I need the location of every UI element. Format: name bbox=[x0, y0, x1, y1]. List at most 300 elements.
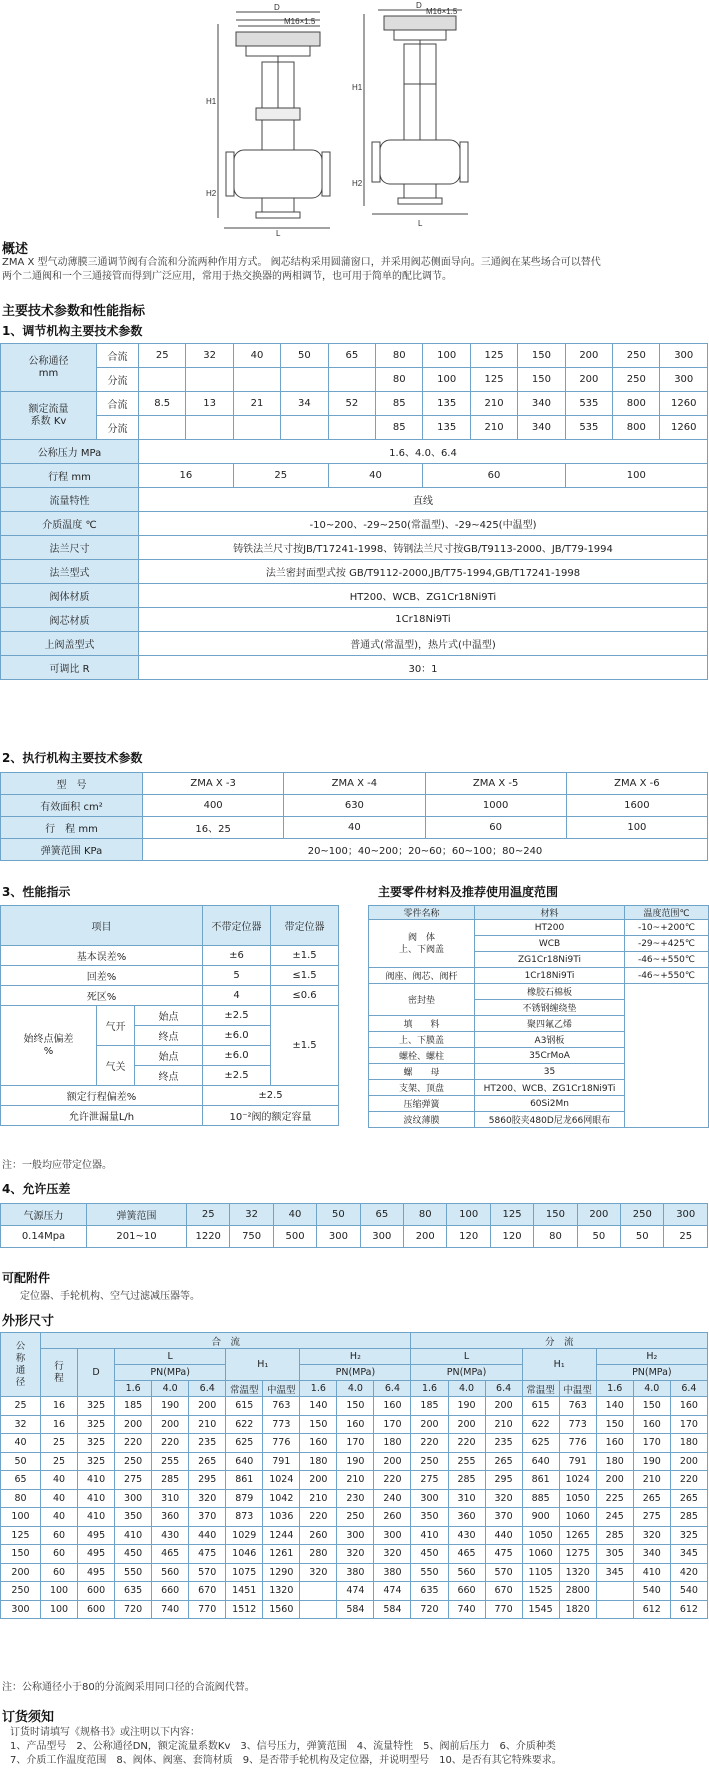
dim-value: 560 bbox=[152, 1563, 189, 1582]
dn-value: 80 bbox=[376, 368, 423, 392]
dim-value: 1029 bbox=[226, 1526, 263, 1545]
dim-value: 1320 bbox=[559, 1563, 596, 1582]
model-value: ZMA X -5 bbox=[425, 773, 566, 795]
table-row bbox=[1, 1333, 708, 1349]
dim-value: 320 bbox=[374, 1545, 411, 1564]
item-label: 回差% bbox=[1, 966, 203, 986]
no-positioner-value: 5 bbox=[203, 966, 271, 986]
pn-value-header: 6.4 bbox=[374, 1381, 411, 1397]
dim-value: 220 bbox=[152, 1434, 189, 1453]
dim-value: 40 bbox=[1, 1434, 41, 1453]
rated-value: ±2.5 bbox=[203, 1086, 339, 1106]
dim-value: 16 bbox=[41, 1415, 78, 1434]
temp-value: -10~+200℃ bbox=[625, 920, 709, 936]
dim-value: 1042 bbox=[263, 1489, 300, 1508]
part-label: 波纹薄膜 bbox=[369, 1112, 475, 1128]
dim-value: 1024 bbox=[263, 1471, 300, 1490]
table-row bbox=[1, 1545, 708, 1564]
dim-value bbox=[300, 1582, 337, 1601]
dim-value: 40 bbox=[41, 1508, 78, 1527]
pn-value-header: 4.0 bbox=[337, 1381, 374, 1397]
pn-value-header: 4.0 bbox=[152, 1381, 189, 1397]
dim-value: 900 bbox=[522, 1508, 559, 1527]
dim-value: 615 bbox=[226, 1397, 263, 1416]
dn-header: 150 bbox=[534, 1204, 577, 1226]
item-label: 死区% bbox=[1, 986, 203, 1006]
dim-value: 200 bbox=[374, 1452, 411, 1471]
dn-header: 25 bbox=[187, 1204, 230, 1226]
dim-value: 325 bbox=[670, 1526, 707, 1545]
dim-value: 320 bbox=[189, 1489, 226, 1508]
dn-value bbox=[281, 368, 328, 392]
pressure-value: 1.6、4.0、6.4 bbox=[139, 440, 708, 464]
endpoint-label: 始终点偏差 % bbox=[1, 1006, 97, 1086]
dn-value bbox=[233, 368, 280, 392]
table-row bbox=[1, 656, 708, 680]
dim-value: 1244 bbox=[263, 1526, 300, 1545]
param-value: 直线 bbox=[139, 488, 708, 512]
section-4-title: 4、允许压差 bbox=[2, 1182, 71, 1196]
dim-value: 584 bbox=[374, 1600, 411, 1619]
table-row bbox=[1, 1434, 708, 1453]
param-label: 法兰型式 bbox=[1, 560, 139, 584]
dim-value: 320 bbox=[485, 1489, 522, 1508]
divert-label: 分流 bbox=[97, 368, 139, 392]
air-close-label: 气关 bbox=[97, 1046, 135, 1086]
dim-value: 410 bbox=[411, 1526, 448, 1545]
stroke-value: 40 bbox=[328, 464, 423, 488]
dim-value: 250 bbox=[411, 1452, 448, 1471]
param-value: 铸铁法兰尺寸按JB/T17241-1998、铸钢法兰尺寸按GB/T9113-2000、JB/T79-1994 bbox=[139, 536, 708, 560]
pressure-value: 120 bbox=[490, 1226, 533, 1248]
with-positioner-value: ≤0.6 bbox=[271, 986, 339, 1006]
dim-value: 410 bbox=[115, 1526, 152, 1545]
kv-value: 535 bbox=[565, 416, 612, 440]
table-row bbox=[1, 1452, 708, 1471]
table-row bbox=[1, 512, 708, 536]
table-row bbox=[1, 1489, 708, 1508]
dim-value: 40 bbox=[41, 1471, 78, 1490]
param-value: 1Cr18Ni9Ti bbox=[139, 608, 708, 632]
dim-value: 180 bbox=[670, 1434, 707, 1453]
leak-label: 允许泄漏量L/h bbox=[1, 1106, 203, 1126]
dim-value: 245 bbox=[596, 1508, 633, 1527]
kv-value bbox=[233, 416, 280, 440]
table-row bbox=[1, 1471, 708, 1490]
part-label: 支架、顶盘 bbox=[369, 1080, 475, 1096]
dim-value: 220 bbox=[448, 1434, 485, 1453]
dim-value: 1024 bbox=[559, 1471, 596, 1490]
dim-value: 280 bbox=[300, 1545, 337, 1564]
pressure-value: 50 bbox=[621, 1226, 664, 1248]
actuator-params-table bbox=[0, 772, 708, 861]
dim-value: 1060 bbox=[559, 1508, 596, 1527]
dim-value: 235 bbox=[485, 1434, 522, 1453]
stroke-label: 行程 mm bbox=[1, 464, 139, 488]
pn-header: PN(MPa) bbox=[411, 1365, 522, 1381]
kv-value: 135 bbox=[423, 416, 470, 440]
dim-value: 300 bbox=[374, 1526, 411, 1545]
dim-value: 160 bbox=[337, 1415, 374, 1434]
dn-value: 200 bbox=[565, 368, 612, 392]
kv-value bbox=[186, 416, 233, 440]
dim-value: 325 bbox=[78, 1434, 115, 1453]
dim-value: 550 bbox=[115, 1563, 152, 1582]
dim-value: 170 bbox=[374, 1415, 411, 1434]
dim-value: 635 bbox=[411, 1582, 448, 1601]
l-header: L bbox=[411, 1349, 522, 1365]
dim-value: 1290 bbox=[263, 1563, 300, 1582]
dim-value: 200 bbox=[300, 1471, 337, 1490]
param-value: 普通式(常温型)，热片式(中温型) bbox=[139, 632, 708, 656]
dn-label: 公称通径 mm bbox=[1, 344, 97, 392]
medium-temp-header: 中温型 bbox=[559, 1381, 596, 1397]
h2-header: H₂ bbox=[300, 1349, 411, 1365]
overview-text bbox=[2, 256, 707, 284]
kv-value: 800 bbox=[613, 392, 660, 416]
pn-value-header: 1.6 bbox=[596, 1381, 633, 1397]
dim-value: 170 bbox=[633, 1434, 670, 1453]
pn-header: PN(MPa) bbox=[115, 1365, 226, 1381]
table-row bbox=[1, 488, 708, 512]
dim-value: 670 bbox=[189, 1582, 226, 1601]
pressure-label: 公称压力 MPa bbox=[1, 440, 139, 464]
dim-value: 265 bbox=[633, 1489, 670, 1508]
stroke-label: 行 程 mm bbox=[1, 817, 143, 839]
stroke-value: 16、25 bbox=[143, 817, 284, 839]
kv-value: 52 bbox=[328, 392, 375, 416]
ordering-line-3: 7、介质工作温度范围 8、阀体、阀塞、套筒材质 9、是否带手轮机构及定位器，并说明型号 10、是否有其它特殊要求。 bbox=[10, 1755, 562, 1766]
dim-value: 420 bbox=[670, 1563, 707, 1582]
merge-label: 合流 bbox=[97, 344, 139, 368]
dim-value: 320 bbox=[337, 1545, 374, 1564]
dim-value: 345 bbox=[596, 1563, 633, 1582]
dn-value bbox=[186, 368, 233, 392]
dim-value: 275 bbox=[633, 1508, 670, 1527]
dim-value: 160 bbox=[300, 1434, 337, 1453]
part-label: 螺栓、螺柱 bbox=[369, 1048, 475, 1064]
table-row bbox=[1, 632, 708, 656]
air-value: 0.14Mpa bbox=[1, 1226, 87, 1248]
kv-value: 340 bbox=[518, 416, 565, 440]
dim-value: 285 bbox=[448, 1471, 485, 1490]
dim-value: 410 bbox=[633, 1563, 670, 1582]
value: ±6.0 bbox=[203, 1026, 271, 1046]
stroke-value: 60 bbox=[423, 464, 565, 488]
merge-header: 合 流 bbox=[41, 1333, 411, 1349]
dim-value: 625 bbox=[226, 1434, 263, 1453]
allowable-pressure-table bbox=[0, 1203, 708, 1248]
drawing-label-h1: H1 bbox=[206, 97, 217, 106]
materials-title: 主要零件材料及推荐使用温度范围 bbox=[378, 885, 559, 899]
table-row bbox=[1, 560, 708, 584]
dim-value: 210 bbox=[485, 1415, 522, 1434]
stroke-value: 40 bbox=[284, 817, 425, 839]
material-value: 不锈钢缠绕垫 bbox=[475, 1000, 625, 1016]
pn-value-header: 6.4 bbox=[670, 1381, 707, 1397]
dim-value: 495 bbox=[78, 1526, 115, 1545]
section-1-title: 1、调节机构主要技术参数 bbox=[2, 324, 143, 338]
dn-header: 公 称 通 径 bbox=[1, 1333, 41, 1397]
drawing-label-h2: H2 bbox=[206, 189, 217, 198]
dim-value: 220 bbox=[300, 1508, 337, 1527]
dim-value: 1105 bbox=[522, 1563, 559, 1582]
dim-value: 600 bbox=[78, 1600, 115, 1619]
dn-header: 80 bbox=[404, 1204, 447, 1226]
table-row bbox=[369, 984, 709, 1000]
dim-value: 210 bbox=[300, 1489, 337, 1508]
dim-value: 160 bbox=[670, 1397, 707, 1416]
dim-value: 275 bbox=[411, 1471, 448, 1490]
medium-temp-header: 中温型 bbox=[263, 1381, 300, 1397]
dn-value: 50 bbox=[281, 344, 328, 368]
dn-value bbox=[139, 368, 186, 392]
dim-value: 200 bbox=[448, 1415, 485, 1434]
pn-value-header: 6.4 bbox=[485, 1381, 522, 1397]
dim-value: 240 bbox=[374, 1489, 411, 1508]
dim-value bbox=[300, 1600, 337, 1619]
dim-value: 200 bbox=[670, 1452, 707, 1471]
dim-value: 495 bbox=[78, 1545, 115, 1564]
dim-value bbox=[596, 1582, 633, 1601]
kv-value: 135 bbox=[423, 392, 470, 416]
dn-header: 100 bbox=[447, 1204, 490, 1226]
kv-value: 210 bbox=[470, 416, 517, 440]
body-label: 阀 体 上、下阀盖 bbox=[369, 920, 475, 968]
dim-value: 380 bbox=[374, 1563, 411, 1582]
dim-value: 230 bbox=[337, 1489, 374, 1508]
dn-value: 100 bbox=[423, 368, 470, 392]
dim-value: 440 bbox=[189, 1526, 226, 1545]
dim-value: 100 bbox=[41, 1582, 78, 1601]
material-value: HT200、WCB、ZG1Cr18Ni9Ti bbox=[475, 1080, 625, 1096]
table-row bbox=[1, 1563, 708, 1582]
material-value: A3钢板 bbox=[475, 1032, 625, 1048]
dim-value: 190 bbox=[448, 1397, 485, 1416]
dn-header: 125 bbox=[490, 1204, 533, 1226]
dim-value: 410 bbox=[78, 1508, 115, 1527]
pn-value-header: 1.6 bbox=[411, 1381, 448, 1397]
dim-value: 200 bbox=[411, 1415, 448, 1434]
dim-value: 80 bbox=[1, 1489, 41, 1508]
dim-value: 1451 bbox=[226, 1582, 263, 1601]
model-label: 型 号 bbox=[1, 773, 143, 795]
h2-header: H₂ bbox=[596, 1349, 707, 1365]
model-value: ZMA X -6 bbox=[566, 773, 707, 795]
dim-value: 791 bbox=[263, 1452, 300, 1471]
drawing-label-l-right: L bbox=[418, 219, 423, 228]
no-positioner-value: 4 bbox=[203, 986, 271, 1006]
kv-value bbox=[139, 416, 186, 440]
dim-value: 220 bbox=[411, 1434, 448, 1453]
dim-value: 220 bbox=[670, 1471, 707, 1490]
dn-value: 250 bbox=[613, 344, 660, 368]
dim-value: 250 bbox=[115, 1452, 152, 1471]
dim-value: 310 bbox=[448, 1489, 485, 1508]
valve-drawings bbox=[0, 0, 709, 236]
kv-value: 1260 bbox=[660, 392, 708, 416]
item-header: 项目 bbox=[1, 906, 203, 946]
dim-value: 791 bbox=[559, 1452, 596, 1471]
dim-value: 235 bbox=[189, 1434, 226, 1453]
dim-value: 1036 bbox=[263, 1508, 300, 1527]
pressure-value: 300 bbox=[360, 1226, 403, 1248]
dim-value: 560 bbox=[448, 1563, 485, 1582]
dim-value: 50 bbox=[1, 1452, 41, 1471]
accessories-text: 定位器、手轮机构、空气过滤减压器等。 bbox=[20, 1291, 200, 1302]
material-value: 1Cr18Ni9Ti bbox=[475, 968, 625, 984]
diverging-valve-drawing bbox=[364, 10, 468, 214]
drawing-label-m-right: M16×1.5 bbox=[426, 7, 458, 16]
dim-value: 305 bbox=[596, 1545, 633, 1564]
dim-value: 1820 bbox=[559, 1600, 596, 1619]
dim-value: 1275 bbox=[559, 1545, 596, 1564]
table-row bbox=[1, 1526, 708, 1545]
ordering-line-1: 订货时请填写《规格书》或注明以下内容： bbox=[10, 1727, 200, 1738]
with-positioner-header: 带定位器 bbox=[271, 906, 339, 946]
pressure-value: 200 bbox=[404, 1226, 447, 1248]
dim-value: 1046 bbox=[226, 1545, 263, 1564]
dim-value: 185 bbox=[115, 1397, 152, 1416]
dim-value: 255 bbox=[448, 1452, 485, 1471]
end-label: 终点 bbox=[135, 1026, 203, 1046]
dim-value: 200 bbox=[485, 1397, 522, 1416]
dim-value: 879 bbox=[226, 1489, 263, 1508]
table-row bbox=[1, 368, 708, 392]
dn-value: 150 bbox=[518, 368, 565, 392]
table-row bbox=[1, 773, 708, 795]
table-row bbox=[1, 986, 339, 1006]
dim-value: 340 bbox=[633, 1545, 670, 1564]
dim-value: 1320 bbox=[263, 1582, 300, 1601]
dn-header: 300 bbox=[664, 1204, 708, 1226]
pn-header: PN(MPa) bbox=[596, 1365, 707, 1381]
dim-value: 285 bbox=[596, 1526, 633, 1545]
dim-value: 25 bbox=[41, 1452, 78, 1471]
dim-value: 584 bbox=[337, 1600, 374, 1619]
material-value: 35 bbox=[475, 1064, 625, 1080]
pn-value-header: 4.0 bbox=[448, 1381, 485, 1397]
area-value: 1600 bbox=[566, 795, 707, 817]
dim-value: 285 bbox=[152, 1471, 189, 1490]
dn-header: 32 bbox=[230, 1204, 273, 1226]
table-row bbox=[1, 1106, 339, 1126]
table-row bbox=[1, 1226, 708, 1248]
stroke-value: 25 bbox=[233, 464, 328, 488]
part-label: 螺 母 bbox=[369, 1064, 475, 1080]
param-value: 法兰密封面型式按 GB/T9112-2000,JB/T75-1994,GB/T17241-1998 bbox=[139, 560, 708, 584]
dim-value: 185 bbox=[411, 1397, 448, 1416]
pn-value-header: 6.4 bbox=[189, 1381, 226, 1397]
dn-value: 25 bbox=[139, 344, 186, 368]
dim-value: 285 bbox=[670, 1508, 707, 1527]
table-row bbox=[1, 946, 339, 966]
pressure-value: 25 bbox=[664, 1226, 708, 1248]
table-row bbox=[1, 906, 339, 946]
dn-value: 125 bbox=[470, 368, 517, 392]
param-label: 介质温度 ℃ bbox=[1, 512, 139, 536]
dim-value: 300 bbox=[115, 1489, 152, 1508]
dim-value: 170 bbox=[337, 1434, 374, 1453]
merging-valve-drawing bbox=[218, 12, 330, 228]
dim-value: 300 bbox=[1, 1600, 41, 1619]
dim-value: 260 bbox=[374, 1508, 411, 1527]
item-label: 基本误差% bbox=[1, 946, 203, 966]
dn-value: 200 bbox=[565, 344, 612, 368]
dim-value: 265 bbox=[670, 1489, 707, 1508]
dim-value: 540 bbox=[670, 1582, 707, 1601]
table-row bbox=[1, 1349, 708, 1365]
pressure-value: 1220 bbox=[187, 1226, 230, 1248]
dim-value: 210 bbox=[633, 1471, 670, 1490]
dim-value: 474 bbox=[337, 1582, 374, 1601]
dim-value: 540 bbox=[633, 1582, 670, 1601]
no-positioner-value: ±6 bbox=[203, 946, 271, 966]
dim-value: 325 bbox=[78, 1452, 115, 1471]
h1-header: H₁ bbox=[226, 1349, 300, 1381]
kv-value: 8.5 bbox=[139, 392, 186, 416]
dim-value: 100 bbox=[1, 1508, 41, 1527]
dim-value: 1050 bbox=[522, 1526, 559, 1545]
kv-value: 340 bbox=[518, 392, 565, 416]
dn-value: 300 bbox=[660, 344, 708, 368]
overview-line-2: 两个二通阀和一个三通接管而得到广泛应用，常用于热交换器的两相调节，也可用于简单的配比调节。 bbox=[2, 271, 452, 282]
dim-value: 140 bbox=[300, 1397, 337, 1416]
kv-value: 34 bbox=[281, 392, 328, 416]
temp-empty bbox=[625, 984, 709, 1128]
dim-value: 1560 bbox=[263, 1600, 300, 1619]
dim-value: 410 bbox=[78, 1471, 115, 1490]
stroke-header: 行 程 bbox=[41, 1349, 78, 1397]
stroke-value: 16 bbox=[139, 464, 234, 488]
stroke-value: 60 bbox=[425, 817, 566, 839]
area-label: 有效面积 cm² bbox=[1, 795, 143, 817]
dim-value: 370 bbox=[189, 1508, 226, 1527]
dim-value: 295 bbox=[189, 1471, 226, 1490]
dim-value: 25 bbox=[1, 1397, 41, 1416]
dim-value: 60 bbox=[41, 1526, 78, 1545]
dn-value: 40 bbox=[233, 344, 280, 368]
dn-value: 65 bbox=[328, 344, 375, 368]
dim-value: 265 bbox=[485, 1452, 522, 1471]
table-row bbox=[1, 1204, 708, 1226]
dim-value: 220 bbox=[115, 1434, 152, 1453]
dim-value: 180 bbox=[596, 1452, 633, 1471]
dim-value: 200 bbox=[152, 1415, 189, 1434]
dn-value: 150 bbox=[518, 344, 565, 368]
dim-value: 200 bbox=[189, 1397, 226, 1416]
area-value: 400 bbox=[143, 795, 284, 817]
param-label: 阀体材质 bbox=[1, 584, 139, 608]
model-value: ZMA X -4 bbox=[284, 773, 425, 795]
param-value: HT200、WCB、ZG1Cr18Ni9Ti bbox=[139, 584, 708, 608]
part-label: 压缩弹簧 bbox=[369, 1096, 475, 1112]
kv-value: 85 bbox=[376, 416, 423, 440]
dim-value: 150 bbox=[337, 1397, 374, 1416]
dim-value: 740 bbox=[448, 1600, 485, 1619]
dim-value: 773 bbox=[263, 1415, 300, 1434]
ordering-title: 订货须知 bbox=[2, 1710, 55, 1725]
normal-temp-header: 常温型 bbox=[226, 1381, 263, 1397]
kv-value: 13 bbox=[186, 392, 233, 416]
dim-value: 225 bbox=[596, 1489, 633, 1508]
dim-value: 640 bbox=[226, 1452, 263, 1471]
pn-value-header: 1.6 bbox=[115, 1381, 152, 1397]
table-row bbox=[1, 392, 708, 416]
dim-value: 325 bbox=[78, 1397, 115, 1416]
table-row bbox=[1, 1508, 708, 1527]
dim-value: 210 bbox=[189, 1415, 226, 1434]
